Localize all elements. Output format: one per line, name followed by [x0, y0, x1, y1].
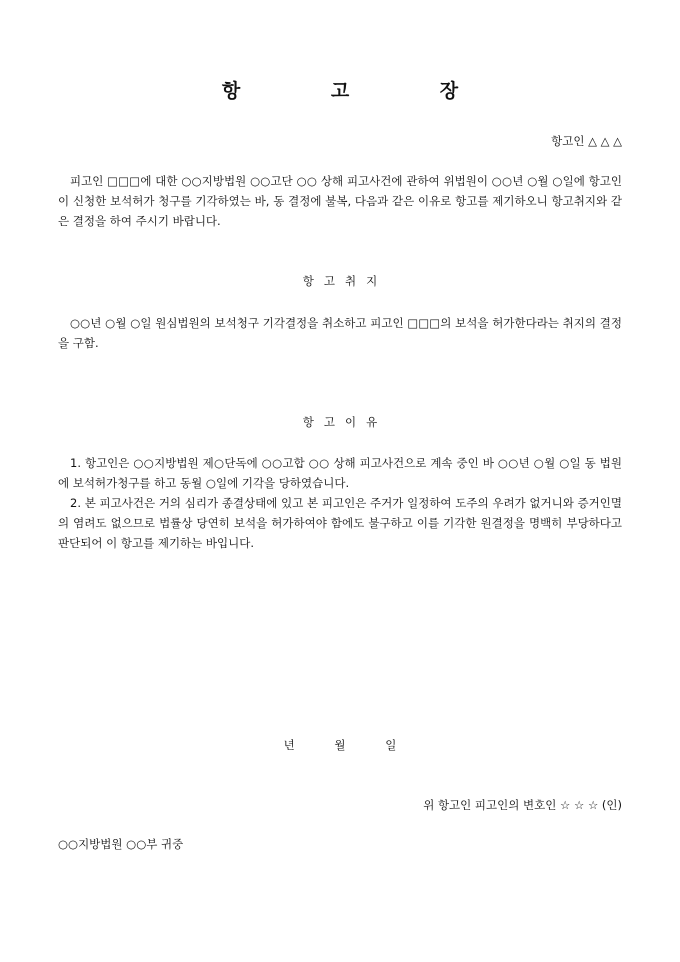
reasons-heading: 항고이유 [302, 415, 388, 429]
date-line: 년 월 일 [283, 738, 397, 752]
court-addressee: ○○지방법원 ○○부 귀중 [58, 837, 184, 851]
appellant-line: 항고인 △ △ △ [551, 134, 622, 148]
purpose-paragraph: ○○년 ○월 ○일 원심법원의 보석청구 기각결정을 취소하고 피고인 □□□의 보석을 허가한다라는 취지의 결정을 구함. [58, 316, 622, 350]
reason-item-2: 2. 본 피고사건은 거의 심리가 종결상태에 있고 본 피고인은 주거가 일정하여 도주의 우려가 없거니와 증거인멸의 염려도 없으므로 법률상 당연히 보석을 허가하여야 함에도 불구하고 이를 기각한 원결정을 명백히 부당하다고 판단되어 이 항고를 제기하는 바입니다. [58, 496, 622, 550]
signer-line: 위 항고인 피고인의 변호인 ☆ ☆ ☆ (인) [423, 798, 622, 812]
intro-paragraph: 피고인 □□□에 대한 ○○지방법원 ○○고단 ○○ 상해 피고사건에 관하여 위법원이 ○○년 ○월 ○일에 항고인이 신청한 보석허가 청구를 기각하였는 바, 동 결정에 불복, 다음과 같은 이유로 항고를 제기하오니 항고취지와 같은 결정을 하여 주시기 바랍니다. [58, 174, 622, 228]
document-title: 항 고 장 [221, 80, 501, 102]
reason-item-1: 1. 항고인은 ○○지방법원 제○단독에 ○○고합 ○○ 상해 피고사건으로 계속 중인 바 ○○년 ○월 ○일 동 법원에 보석허가청구를 하고 동월 ○일에 기각을 당하였습니다. [58, 456, 622, 490]
purpose-heading: 항고취지 [302, 274, 388, 288]
